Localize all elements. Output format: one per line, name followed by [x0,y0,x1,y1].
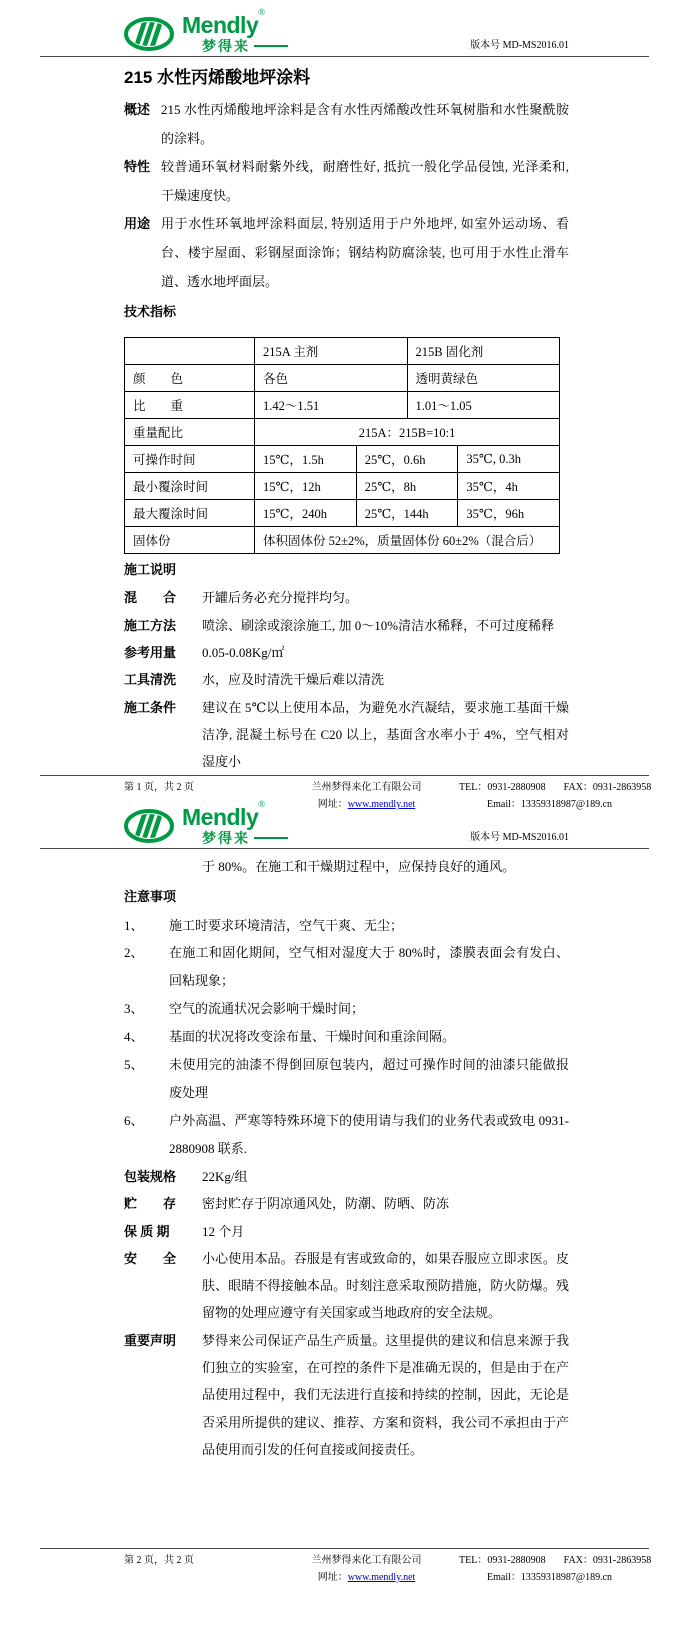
note-item-2 [124,939,569,995]
page-1 [0,0,687,811]
section-text: 用于水性环氧地坪涂料面层, 特别适用于户外地坪, 如室外运动场、看台、楼宇屋面、彩钢屋面涂饰；钢结构防腐涂装, 也可用于水性止滑车道、透水地坪面层。 [161,216,569,289]
construction-row-dosage [124,639,569,666]
note-number: 5、 [124,1057,144,1073]
section-label: 特性 [124,159,151,175]
registered-mark: ® [258,7,266,17]
row-label: 工具清洗 [124,672,177,688]
table-cell: 25℃，144h [357,500,459,527]
row-text: 0.05-0.08Kg/㎡ [202,644,285,660]
row-text: 建议在 5℃以上使用本品，为避免水汽凝结，要求施工基面干燥洁净, 混凝土标号在 C20 以上，基面含水率小于 4%，空气相对湿度小 [202,699,569,770]
section-label: 用途 [124,216,151,232]
brand-logo [124,799,288,846]
table-cell: 1.42～1.51 [255,392,408,419]
header-rule [40,848,649,849]
email-label: Email：13359318987@189.cn [487,799,613,811]
table-row-ratio [125,419,560,446]
table-cell: 可操作时间 [125,446,255,473]
note-number: 3、 [124,1001,144,1017]
footer-rule [40,1548,649,1549]
info-row-packaging [124,1163,569,1190]
note-number: 6、 [124,1113,144,1129]
table-cell: 35℃，4h [458,473,560,500]
construction-row-cleaning [124,666,569,693]
note-number: 1、 [124,917,144,933]
section-text: 215 水性丙烯酸地坪涂料是含有水性丙烯酸改性环氧树脂和水性聚酰胺的涂料。 [161,102,569,146]
registered-mark: ® [258,799,266,809]
row-label: 施工条件 [124,699,177,715]
table-cell: 比 重 [125,392,255,419]
section-usage [124,210,569,296]
page-footer [124,1548,652,1638]
version-label: 版本号 MD-MS2016.01 [470,40,569,51]
row-label: 参考用量 [124,644,177,660]
row-text: 22Kg/组 [202,1168,248,1184]
table-cell: 1.01～1.05 [408,392,561,419]
logo-underline-bar [254,837,288,839]
company-name: 兰州梦得来化工有限公司 [311,1555,422,1566]
construction-row-conditions [124,694,569,776]
note-text: 未使用完的油漆不得倒回原包装内，超过可操作时间的油漆只能做报废处理 [169,1057,569,1101]
tel-label: TEL：0931-2880908 [459,782,546,794]
table-row-potlife [125,446,560,473]
note-item-4 [124,1023,569,1051]
table-header-row [125,338,560,365]
row-label: 安 全 [124,1250,177,1266]
note-item-3 [124,995,569,1023]
row-label: 保 质 期 [124,1223,170,1239]
fax-label: FAX：0931-2863958 [563,782,652,794]
table-cell: 15℃，1.5h [255,446,357,473]
row-label: 包装规格 [124,1168,177,1184]
table-cell: 25℃，8h [357,473,459,500]
email-label: Email：13359318987@189.cn [487,1572,613,1583]
section-overview [124,96,569,153]
note-item-6 [124,1107,569,1163]
info-row-safety [124,1245,569,1327]
section-label: 概述 [124,102,151,117]
tech-indicators-heading: 技术指标 [124,304,177,320]
note-text: 施工时要求环境清洁，空气干爽、无尘； [169,917,404,933]
table-cell: 最大覆涂时间 [125,500,255,527]
table-cell: 15℃，12h [255,473,357,500]
table-cell: 25℃，0.6h [357,446,459,473]
page-number-label: 第 1 页，共 2 页 [124,782,194,794]
version-label: 版本号 MD-MS2016.01 [470,832,569,843]
table-cell: 35℃, 0.3h [458,446,560,473]
section-features [124,153,569,210]
page-2 [0,792,687,1638]
table-cell: 35℃，96h [458,500,560,527]
tech-table [124,337,560,554]
logo-wordmark: Mendly [182,804,259,830]
table-cell: 颜 色 [125,365,255,392]
info-row-shelf-life [124,1218,569,1245]
table-cell: 215A 主剂 [255,338,408,365]
website-link[interactable]: www.mendly.net [347,1572,416,1583]
note-item-1 [124,912,569,940]
table-cell [125,338,255,365]
construction-row-mixing [124,584,569,611]
logo-chinese-name: 梦得来 [202,38,250,54]
table-cell: 重量配比 [125,419,255,446]
row-label: 施工方法 [124,617,177,633]
note-text: 基面的状况将改变涂布量、干燥时间和重涂间隔。 [169,1029,456,1045]
table-cell: 最小覆涂时间 [125,473,255,500]
logo-text-block [182,799,288,846]
row-label: 贮 存 [124,1196,177,1212]
page-number-label: 第 2 页，共 2 页 [124,1555,194,1566]
row-text: 12 个月 [202,1223,245,1239]
mendly-logo-icon [124,14,178,52]
company-name: 兰州梦得来化工有限公司 [311,782,422,794]
table-cell: 固体份 [125,527,255,554]
note-number: 2、 [124,945,144,961]
tel-label: TEL：0931-2880908 [459,1555,546,1566]
construction-row-method [124,612,569,639]
logo-underline-bar [254,45,288,47]
table-row-solids [125,527,560,554]
website-label: 网址： [317,799,348,811]
note-item-5 [124,1051,569,1107]
note-text: 户外高温、严寒等特殊环境下的使用请与我们的业务代表或致电 0931-2880908 联系. [169,1113,569,1157]
section-text: 较普通环氧材料耐紫外线，耐磨性好, 抵抗一般化学品侵蚀, 光泽柔和, 干燥速度快。 [161,159,569,203]
mendly-logo-icon [124,806,178,844]
row-text: 开罐后务必充分搅拌均匀。 [202,590,359,606]
notes-heading: 注意事项 [124,888,177,904]
construction-heading: 施工说明 [124,561,177,577]
row-text: 喷涂、刷涂或滚涂施工, 加 0～10%清洁水稀释，不可过度稀释 [202,617,555,633]
table-cell: 15℃，240h [255,500,357,527]
table-cell: 各色 [255,365,408,392]
page-header [124,792,569,845]
note-number: 4、 [124,1029,144,1045]
continuation-text: 于 80%。在施工和干燥期过程中，应保持良好的通风。 [202,859,516,874]
table-cell: 215A：215B=10:1 [255,419,560,446]
row-text: 小心使用本品。吞服是有害或致命的，如果吞服应立即求医。皮肤、眼睛不得接触本品。时刻注意采取预防措施，防火防爆。残留物的处理应遵守有关国家或当地政府的安全法规。 [202,1250,569,1321]
info-row-disclaimer [124,1327,569,1463]
header-rule [40,56,649,57]
table-cell: 体积固体份 52±2%，质量固体份 60±2%（混合后） [255,527,560,554]
logo-wordmark: Mendly [182,12,259,38]
logo-chinese-name: 梦得来 [202,830,250,846]
row-label: 混 合 [124,590,177,606]
info-row-storage [124,1190,569,1217]
row-text: 密封贮存于阴凉通风处，防潮、防晒、防冻 [202,1196,450,1212]
website-label: 网址： [317,1572,348,1583]
table-row-max-recoat [125,500,560,527]
page-title: 215 水性丙烯酸地坪涂料 [124,68,311,87]
table-cell: 透明黄绿色 [408,365,561,392]
table-row-gravity [125,392,560,419]
table-row-color [125,365,560,392]
row-text: 水，应及时清洗干燥后难以清洗 [202,672,385,688]
brand-logo [124,7,288,54]
table-row-min-recoat [125,473,560,500]
page-header [124,0,569,53]
footer-rule [40,775,649,776]
logo-text-block [182,7,288,54]
row-label: 重要声明 [124,1332,177,1348]
note-text: 空气的流通状况会影响干燥时间； [169,1001,365,1017]
row-text: 梦得来公司保证产品生产质量。这里提供的建议和信息来源于我们独立的实验室，在可控的条件下是准确无误的，但是由于在产品使用过程中，我们无法进行直接和持续的控制，因此，无论是否采用所提供的建议、推荐、方案和资料，我公司不承担由于产品使用而引发的任何直接或间接责任。 [202,1332,569,1457]
table-cell: 215B 固化剂 [408,338,561,365]
website-link[interactable]: www.mendly.net [347,799,416,811]
fax-label: FAX：0931-2863958 [563,1555,652,1566]
note-text: 在施工和固化期间，空气相对湿度大于 80%时，漆膜表面会有发白、回粘现象； [169,945,569,989]
